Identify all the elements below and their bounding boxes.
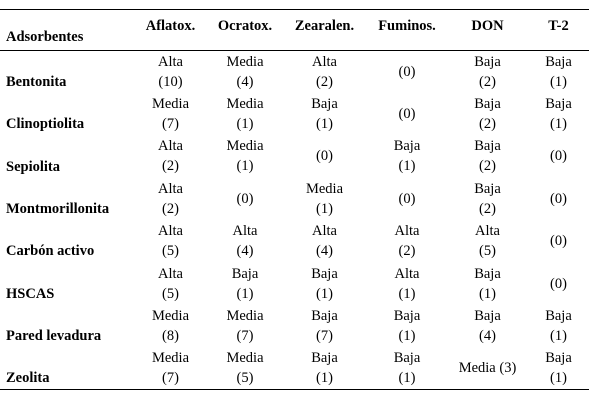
cell-level: Alta: [158, 223, 183, 240]
table-cell: [208, 178, 282, 220]
table-cell: [447, 93, 528, 135]
cell-level: Baja: [311, 308, 338, 325]
cell-level: Media: [151, 96, 190, 113]
cell-level: Baja: [393, 350, 421, 367]
cell-level: Baja: [231, 265, 259, 282]
table-cell: [133, 220, 208, 262]
cell-count: (5): [236, 370, 254, 387]
table-cell: [208, 305, 282, 347]
cell-level: Baja: [474, 308, 501, 325]
table-cell: [528, 262, 589, 304]
table-cell: [208, 93, 282, 135]
cell-level: Alta: [394, 265, 420, 282]
header-col: Fuminos.: [378, 18, 436, 34]
table-cell: [447, 220, 528, 262]
cell-count: (4): [236, 73, 254, 90]
cell-count: (0): [316, 148, 333, 165]
cell-level: Baja: [311, 350, 338, 367]
cell-count: (1): [550, 116, 567, 133]
cell-count: (4): [316, 243, 333, 260]
cell-count: (1): [398, 285, 416, 302]
table-cell: [133, 305, 208, 347]
cell-level: Alta: [475, 223, 500, 240]
header-adsorbentes: Adsorbentes: [6, 29, 84, 45]
cell-count: (2): [398, 243, 416, 260]
cell-level: Media: [226, 350, 264, 367]
cell-level: Alta: [158, 53, 183, 70]
table-cell: [282, 262, 367, 304]
cell-level: Baja: [311, 96, 338, 113]
table-cell: [528, 93, 589, 135]
cell-count: (0): [398, 106, 416, 123]
cell-count: (5): [162, 243, 179, 260]
header-row: [0, 10, 589, 51]
cell-count: (1): [550, 73, 567, 90]
table-cell: [282, 51, 367, 93]
table-cell: [367, 347, 447, 389]
cell-count: (5): [162, 285, 179, 302]
header-col: T-2: [548, 18, 569, 34]
row-label: Bentonita: [6, 73, 67, 90]
cell-level: Media: [226, 53, 264, 70]
cell-level: Baja: [474, 53, 501, 70]
table-cell: [528, 220, 589, 262]
table-cell: [447, 51, 528, 93]
table-cell: [133, 262, 208, 304]
table-cell: [282, 220, 367, 262]
row-label: Carbón activo: [6, 243, 95, 260]
cell-level: Baja: [545, 96, 572, 113]
table-cell: [133, 347, 208, 389]
table-cell: [133, 178, 208, 220]
cell-count: (5): [479, 243, 496, 260]
cell-count: (2): [479, 200, 496, 217]
cell-level: Alta: [232, 223, 258, 240]
table-cell: [367, 135, 447, 177]
cell-count: Media (3): [458, 360, 517, 377]
cell-count: (2): [316, 73, 333, 90]
cell-count: (0): [236, 190, 254, 207]
cell-level: Media: [305, 180, 344, 197]
cell-count: (7): [236, 328, 254, 345]
row-label: Clinoptiolita: [6, 116, 85, 133]
table-cell: [367, 51, 447, 93]
table-body: [0, 51, 589, 390]
cell-count: (2): [479, 116, 496, 133]
cell-count: (1): [479, 285, 496, 302]
table-cell: [367, 305, 447, 347]
cell-count: (1): [236, 116, 254, 133]
table-cell: [447, 347, 528, 389]
table-row: [0, 93, 589, 135]
header-col: DON: [471, 18, 504, 34]
table-cell: [447, 135, 528, 177]
cell-count: (1): [236, 158, 254, 175]
cell-count: (2): [479, 158, 496, 175]
table-cell: [528, 178, 589, 220]
cell-level: Alta: [394, 223, 420, 240]
cell-count: (7): [316, 328, 333, 345]
cell-count: (2): [162, 200, 179, 217]
table-cell: [367, 220, 447, 262]
cell-count: (1): [316, 285, 333, 302]
cell-count: (1): [316, 116, 333, 133]
cell-level: Baja: [311, 265, 338, 282]
cell-level: Baja: [474, 180, 501, 197]
table-cell: [447, 262, 528, 304]
cell-count: (7): [162, 370, 179, 387]
cell-count: (0): [550, 233, 567, 250]
table-cell: [528, 135, 589, 177]
cell-count: (1): [236, 285, 254, 302]
cell-level: Alta: [158, 180, 183, 197]
cell-count: (4): [236, 243, 254, 260]
table-cell: [282, 93, 367, 135]
cell-count: (1): [550, 328, 567, 345]
cell-count: (1): [398, 370, 416, 387]
table-row: [0, 262, 589, 304]
cell-count: (4): [479, 328, 496, 345]
cell-count: (8): [162, 328, 179, 345]
row-label: Sepiolita: [6, 158, 60, 175]
cell-count: (1): [398, 158, 416, 175]
table-cell: [133, 93, 208, 135]
table-row: [0, 347, 589, 389]
table-cell: [282, 305, 367, 347]
row-label: Montmorillonita: [6, 201, 110, 218]
cell-level: Baja: [545, 350, 572, 367]
row-label: Zeolita: [6, 370, 50, 387]
cell-level: Media: [151, 308, 190, 325]
cell-level: Alta: [312, 53, 337, 70]
row-label: HSCAS: [6, 285, 55, 302]
cell-level: Baja: [474, 96, 501, 113]
cell-count: (0): [550, 190, 567, 207]
cell-level: Baja: [545, 308, 572, 325]
table-cell: [282, 347, 367, 389]
header-col: Ocratox.: [217, 18, 273, 34]
cell-level: Alta: [158, 265, 183, 282]
cell-level: Media: [226, 138, 264, 155]
table-cell: [447, 178, 528, 220]
cell-count: (0): [550, 148, 567, 165]
table-row: [0, 178, 589, 220]
cell-level: Media: [226, 308, 264, 325]
cell-level: Media: [151, 350, 190, 367]
cell-level: Baja: [393, 308, 421, 325]
cell-count: (1): [550, 370, 567, 387]
table-cell: [208, 135, 282, 177]
header-col: Aflatox.: [145, 18, 196, 34]
cell-level: Baja: [393, 138, 421, 155]
header-col: Zearalen.: [294, 18, 355, 34]
cell-count: (2): [162, 158, 179, 175]
cell-count: (0): [398, 190, 416, 207]
cell-count: (0): [550, 275, 567, 292]
cell-count: (1): [398, 328, 416, 345]
table-cell: [528, 305, 589, 347]
table-row: [0, 135, 589, 177]
cell-level: Alta: [158, 138, 183, 155]
cell-count: (1): [316, 200, 333, 217]
table-row: [0, 305, 589, 347]
adsorbents-table: [0, 9, 589, 390]
table-cell: [133, 135, 208, 177]
table-cell: [367, 178, 447, 220]
cell-count: (7): [162, 116, 179, 133]
cell-count: (1): [316, 370, 333, 387]
table-cell: [208, 220, 282, 262]
table-cell: [208, 262, 282, 304]
table-cell: [282, 135, 367, 177]
table-cell: [208, 51, 282, 93]
cell-level: Alta: [312, 223, 337, 240]
table-cell: [528, 51, 589, 93]
cell-level: Media: [226, 96, 264, 113]
table-cell: [208, 347, 282, 389]
table-cell: [367, 93, 447, 135]
table-cell: [528, 347, 589, 389]
cell-count: (0): [398, 63, 416, 80]
cell-count: (10): [158, 73, 183, 90]
table-cell: [447, 305, 528, 347]
row-label: Pared levadura: [6, 328, 102, 345]
table-row: [0, 220, 589, 262]
cell-level: Baja: [474, 138, 501, 155]
cell-count: (2): [479, 73, 496, 90]
cell-level: Baja: [545, 53, 572, 70]
cell-level: Baja: [474, 265, 501, 282]
table-cell: [367, 262, 447, 304]
table-cell: [133, 51, 208, 93]
table-row: [0, 51, 589, 93]
table-cell: [282, 178, 367, 220]
